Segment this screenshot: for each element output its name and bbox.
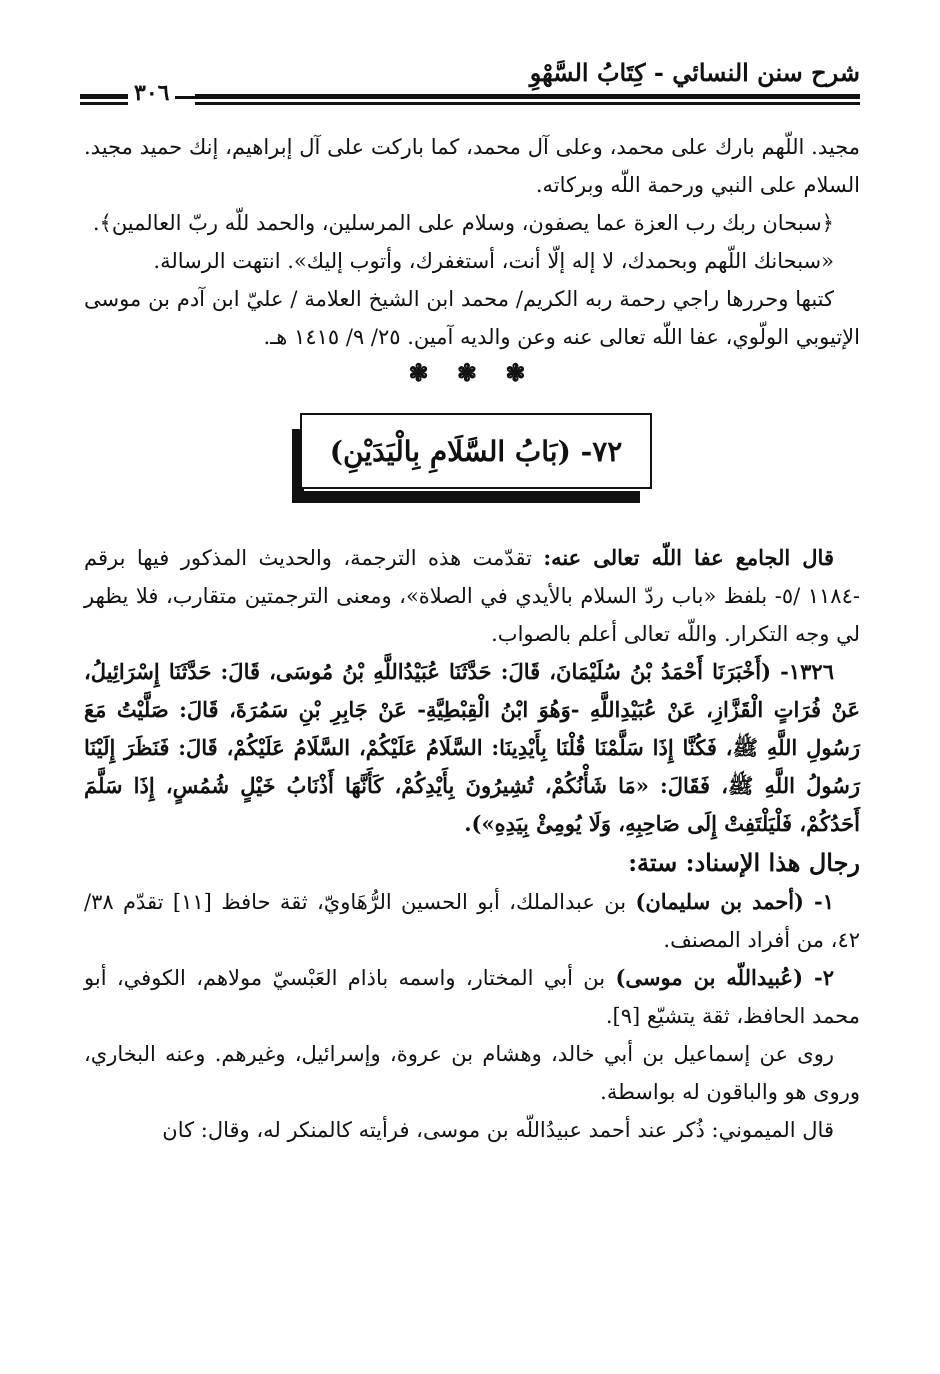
jami-text: تقدّمت هذه الترجمة، والحديث المذكور فيها برقم -١١٨٤ /٥- بلفظ «باب ردّ السلام بالأيدي في الصلاة»، ومعنى الترجمتين متقارب، فلا يظهر لي وجه التكرار. واللّه تعالى أعلم بالصواب. xyxy=(84,546,860,646)
main-text xyxy=(84,128,860,1149)
page-number: ٣٠٦ xyxy=(128,80,175,106)
paragraph: «سبحانك اللّهم وبحمدك، لا إله إلّا أنت، أستغفرك، وأتوب إليك». انتهت الرسالة. xyxy=(153,249,834,273)
section-heading: رجال هذا الإسناد: ستة: xyxy=(628,848,860,877)
jami-label: قال الجامع عفا اللّه تعالى عنه: xyxy=(543,545,834,570)
paragraph: ﴿سبحان ربك رب العزة عما يصفون، وسلام على المرسلين، والحمد للّه ربّ العالمين﴾. xyxy=(92,211,834,235)
paragraph: كتبها وحررها راجي رحمة ربه الكريم/ محمد ابن الشيخ العلامة / عليّ ابن آدم بن موسى الإتيوبي الولّوي، عفا اللّه تعالى عنه وعن والديه آمين. ٢٥/ ٩/ ١٤١٥ هـ. xyxy=(84,287,860,349)
paragraph: قال الميموني: ذُكر عند أحمد عبيدُاللّه بن موسى، فرأيته كالمنكر له، وقال: كان xyxy=(162,1118,834,1142)
chapter-title: ٧٢- (بَابُ السَّلَامِ بِالْيَدَيْنِ) xyxy=(300,413,652,489)
narrator-1: ١- (أحمد بن سليمان) بن عبدالملك، أبو الحسين الرُّهَاويّ، ثقة حافظ [١١] تقدّم ٣٨/ ٤٢، من أفراد المصنف. xyxy=(84,889,860,952)
paragraph: مجيد. اللّهم بارك على محمد، وعلى آل محمد، كما باركت على آل إبراهيم، إنك حميد مجيد. السلام على النبي ورحمة اللّه وبركاته. xyxy=(84,135,860,197)
chapter-box xyxy=(292,413,652,503)
page-number-rules-right xyxy=(195,94,860,105)
narrator-2: ٢- (عُبيداللّه بن موسى) بن أبي المختار، واسمه باذام العَبْسيّ مولاهم، الكوفي، أبو محمد الحافظ، ثقة يتشيّع [٩]. xyxy=(84,965,860,1028)
hadith-text: ١٣٢٦- (أَخْبَرَنَا أَحْمَدُ بْنُ سُلَيْمَانَ، قَالَ: حَدَّثَنَا عُبَيْدُاللَّهِ بْنُ مُوسَى، قَالَ: حَدَّثَنَا إِسْرَائِيلُ، عَنْ فُرَاتٍ الْقَزَّازِ، عَنْ عُبَيْدِاللَّهِ -وَهُوَ ابْنُ الْقِبْطِيَّةِ- عَنْ جَابِرِ بْنِ سَمُرَةَ، قَالَ: صَلَّيْتُ مَعَ رَسُولِ اللَّهِ ﷺ، فَكُنَّا إِذَا سَلَّمْنَا قُلْنَا بِأَيْدِينَا: السَّلَامُ عَلَيْكُمْ، السَّلَامُ عَلَيْكُمْ، قَالَ: فَنَظَرَ إِلَيْنَا رَسُولُ اللَّهِ ﷺ، فَقَالَ: «مَا شَأْنُكُمْ، تُشِيرُونَ بِأَيْدِكُمْ، كَأَنَّهَا أَذْنَابُ خَيْلٍ شُمُسٍ، إِذَا سَلَّمَ أَحَدُكُمْ، فَلْيَلْتَفِتْ إِلَى صَاحِبِهِ، وَلَا يُومِئْ بِيَدِهِ»). xyxy=(84,659,860,836)
separator-stars: ❃ ❃ ❃ xyxy=(408,358,536,387)
running-title: شرح سنن النسائي - كِتَابُ السَّهْوِ xyxy=(529,58,860,87)
jami-paragraph xyxy=(84,539,860,653)
paragraph: روى عن إسماعيل بن أبي خالد، وهشام بن عروة، وإسرائيل، وغيرهم. وعنه البخاري، وروى هو والباقون له بواسطة. xyxy=(84,1042,860,1104)
running-header xyxy=(80,52,860,122)
